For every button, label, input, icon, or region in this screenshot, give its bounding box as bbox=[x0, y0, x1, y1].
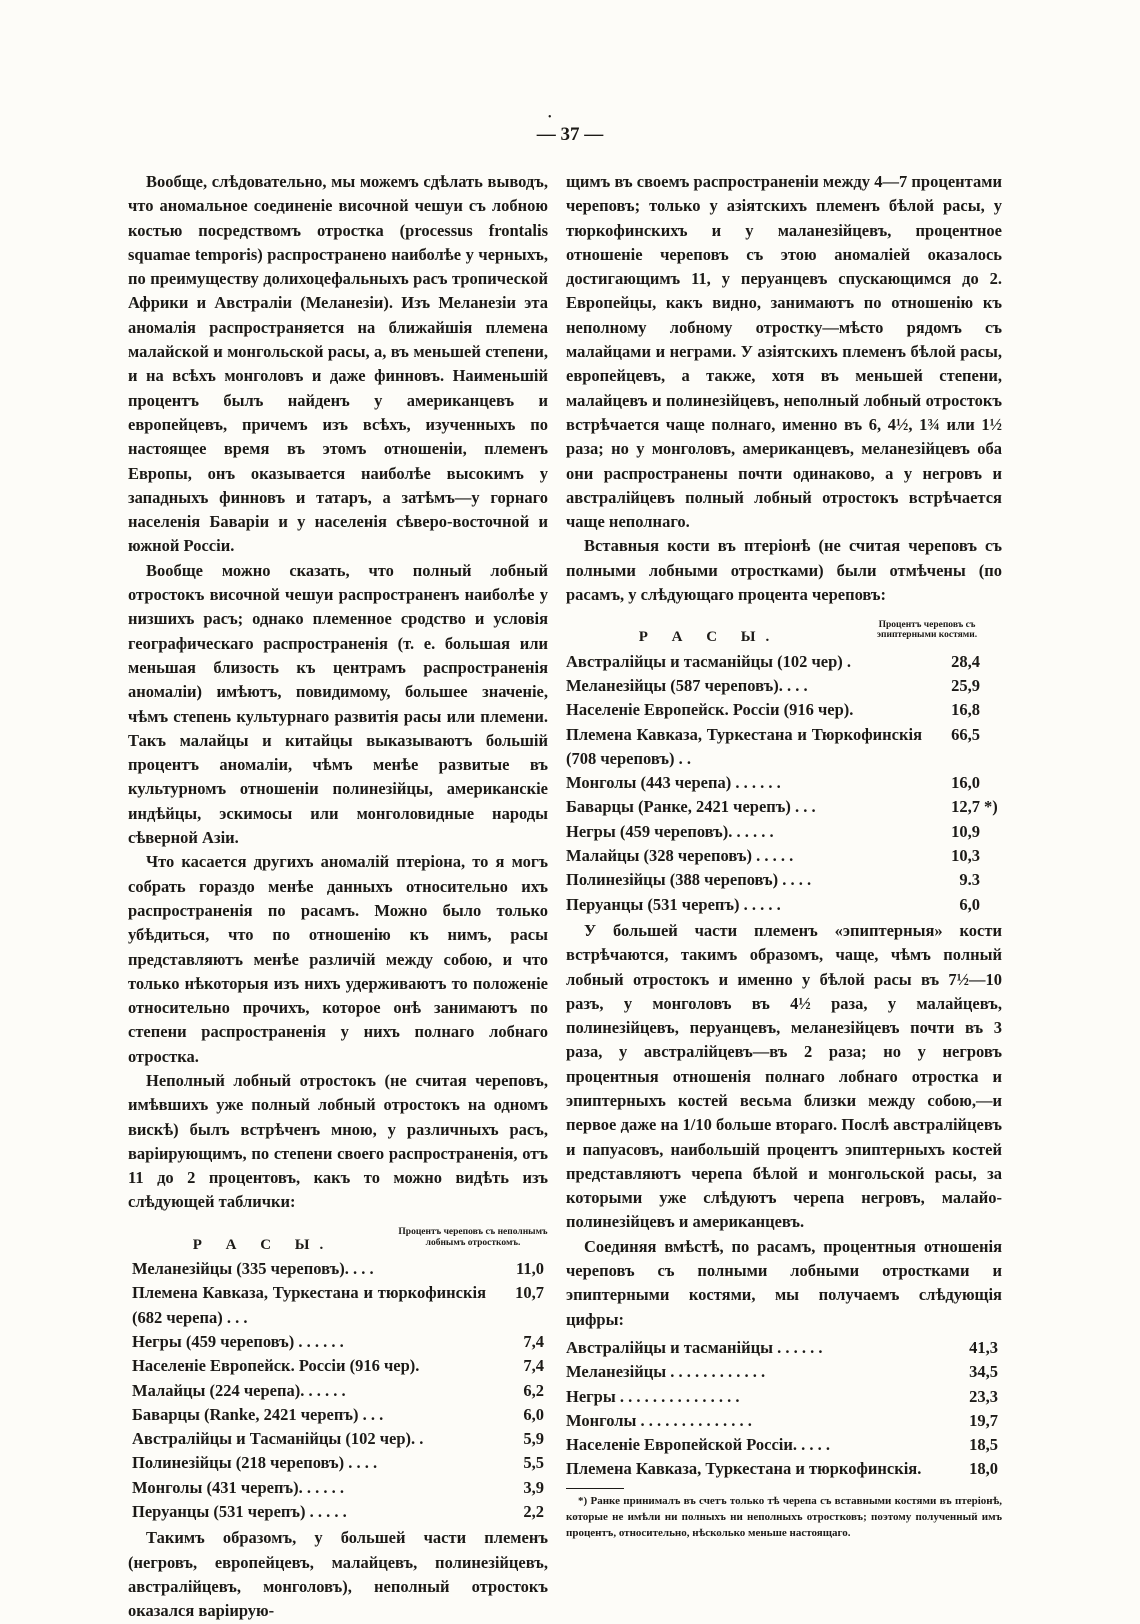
row-label: Населеніе Европейской Россіи. . . . . bbox=[566, 1435, 831, 1455]
row-value: 5,9 bbox=[523, 1429, 544, 1449]
row-label: Меланезійцы (587 череповъ). . . . bbox=[566, 675, 808, 695]
row-label: Негры . . . . . . . . . . . . . . . bbox=[566, 1386, 740, 1406]
row-label: Австралійцы и тасманійцы (102 чер) . bbox=[566, 651, 852, 671]
row-label: Меланезійцы . . . . . . . . . . . . bbox=[566, 1362, 766, 1382]
paragraph: Неполный лобный отростокъ (не считая череповъ, имѣвшихъ уже полный лобный отростокъ на одномъ вискѣ) былъ встрѣченъ мною, у различныхъ расъ, варіирующимъ, по степени своего распространенія, отъ 11 до 2 процентовъ, какъ то можно видѣть изъ слѣдующей таблички: bbox=[128, 1070, 548, 1212]
print-dot: • bbox=[548, 112, 552, 123]
row-label: Баварцы (Ranke, 2421 черепъ) . . . bbox=[132, 1404, 384, 1424]
row-value: 19,7 bbox=[969, 1410, 998, 1430]
table-row bbox=[566, 674, 1002, 698]
table-row bbox=[566, 771, 1002, 795]
paragraph: Вообще, слѣдовательно, мы можемъ сдѣлать выводъ, что аномальное соединеніе височной чешуи съ лобною костью посредствомъ отростка (processus frontalis squamae temporis) распространено наиболѣе у черныхъ, по преимуществу долихоцефальныхъ расъ тропической Африки и Австраліи (Меланезіи). Изъ Меланезіи эта аномалія распространяется на ближайшія племена малайской и монгольской расы, а, въ меньшей степени, и на всѣхъ монголовъ и даже финновъ. Наименьшій процентъ былъ найденъ у американцевъ и европейцевъ, причемъ изъ всѣхъ, изученныхъ по настоящее время въ этомъ отношеніи, племенъ Европы, онъ оказывается наиболѣе высокимъ у западныхъ финновъ и татаръ, а затѣмъ—у горнаго населенія Баваріи и у населенія сѣверо-восточной и южной Россіи. bbox=[128, 172, 548, 556]
footnote-marker: *) bbox=[984, 797, 998, 817]
row-value: 7,4 bbox=[523, 1356, 544, 1376]
table-row bbox=[128, 1379, 548, 1403]
table-row bbox=[566, 698, 1002, 722]
row-label: Племена Кавказа, Туркестана и тюркофинскія. bbox=[566, 1459, 922, 1479]
table-header-percent: Процентъ череповъ съ эпиптерными костями. bbox=[876, 619, 978, 641]
row-label: Австралійцы и тасманійцы . . . . . . bbox=[566, 1337, 823, 1357]
table-row bbox=[128, 1403, 548, 1427]
table-row bbox=[128, 1281, 548, 1330]
row-value: 6,2 bbox=[523, 1380, 544, 1400]
left-column bbox=[128, 170, 548, 1624]
row-value: 23,3 bbox=[969, 1386, 998, 1406]
summary-row bbox=[566, 1360, 1002, 1384]
paragraph: Что касается другихъ аномалій птеріона, то я могъ собрать гораздо менѣе данныхъ относительно ихъ распространенія по расамъ. Можно было только убѣдиться, что по отношенію къ нимъ, расы представляютъ менѣе различій между собою, и что только нѣкоторыя изъ нихъ удерживаютъ то положеніе относительно прочихъ, которое онѣ занимаютъ по степени распространенія у нихъ полнаго лобнаго отростка. bbox=[128, 852, 548, 1066]
row-value: 28,4 bbox=[951, 651, 980, 671]
row-value: 11,0 bbox=[516, 1259, 544, 1279]
summary-row bbox=[566, 1409, 1002, 1433]
row-value: 16,8 bbox=[951, 700, 980, 720]
table-row bbox=[566, 820, 1002, 844]
table-row bbox=[128, 1451, 548, 1475]
table-row bbox=[128, 1476, 548, 1500]
row-label: Меланезійцы (335 череповъ). . . . bbox=[132, 1259, 374, 1279]
page-number: — 37 — bbox=[536, 124, 604, 145]
row-label: Баварцы (Ранке, 2421 черепъ) . . . bbox=[566, 797, 816, 817]
row-label: Малайцы (328 череповъ) . . . . . bbox=[566, 846, 794, 866]
table-header-percent: Процентъ череповъ съ неполнымъ лобнымъ отросткомъ. bbox=[398, 1227, 548, 1248]
table-row bbox=[128, 1427, 548, 1451]
summary-table bbox=[566, 1336, 1002, 1482]
row-label: Населеніе Европейск. Россіи (916 чер). bbox=[566, 700, 854, 720]
row-value: 7,4 bbox=[523, 1331, 544, 1351]
table-row bbox=[566, 893, 1002, 917]
table-header bbox=[566, 611, 1002, 649]
row-value: 16,0 bbox=[951, 773, 980, 793]
row-label: Племена Кавказа, Туркестана и тюркофинскія (682 черепа) . . . bbox=[132, 1283, 486, 1327]
row-label: Монголы . . . . . . . . . . . . . . bbox=[566, 1410, 752, 1430]
row-value: 10,3 bbox=[951, 846, 980, 866]
row-label: Племена Кавказа, Туркестана и Тюркофинскія (708 череповъ) . . bbox=[566, 724, 922, 768]
row-label: Монголы (431 черепъ). . . . . . bbox=[132, 1477, 344, 1497]
paragraph: щимъ въ своемъ распространеніи между 4—7 процентами череповъ; только у азіятскихъ племенъ бѣлой расы, у тюркофинскихъ и у маланезійцевъ, процентное отношеніе череповъ съ этою аномаліей оказалось достигающимъ 11, у перуанцевъ спускающимся до 2. Европейцы, какъ видно, занимаютъ по отношенію къ неполному лобному отростку—мѣсто рядомъ съ малайцами и неграми. У азіятскихъ племенъ бѣлой расы, европейцевъ, а также, хотя въ меньшей степени, малайцевъ и полинезійцевъ, неполный лобный отростокъ встрѣчается чаще полнаго, именно въ 6, 4½, 1¾ или 1½ раза; но у монголовъ, американцевъ, меланезійцевъ оба они распространены почти одинаково, а у негровъ и австралійцевъ полный лобный отростокъ встрѣчается чаще неполнаго. bbox=[566, 172, 1002, 532]
summary-row bbox=[566, 1433, 1002, 1457]
summary-row bbox=[566, 1385, 1002, 1409]
row-value: 18,0 bbox=[969, 1459, 998, 1479]
row-label: Австралійцы и Тасманійцы (102 чер). . bbox=[132, 1429, 424, 1449]
row-value: 18,5 bbox=[969, 1435, 998, 1455]
row-value: 2,2 bbox=[523, 1502, 544, 1522]
row-value: 9.3 bbox=[959, 870, 980, 890]
table-row bbox=[566, 795, 1002, 819]
row-value: 10,9 bbox=[951, 821, 980, 841]
row-label: Малайцы (224 черепа). . . . . . bbox=[132, 1380, 346, 1400]
table-row bbox=[128, 1354, 548, 1378]
paragraph: Вставныя кости въ птеріонѣ (не считая череповъ съ полными лобными отростками) были отмѣчены (по расамъ, у слѣдующаго процента череповъ: bbox=[566, 536, 1002, 605]
table-row bbox=[128, 1500, 548, 1524]
paragraph: Вообще можно сказать, что полный лобный отростокъ височной чешуи распространенъ наиболѣе у низшихъ расъ; однако племенное сродство и условія географическаго распространенія (т. е. большая или меньшая близость къ центрамъ распространенія аномаліи) имѣютъ, повидимому, большее значеніе, чѣмъ степень культурнаго развитія расы или племени. Такъ малайцы и китайцы выказываютъ большій процентъ аномаліи, чѣмъ менѣе развитые въ культурномъ отношеніи полинезійцы, американскіе индѣйцы, эскимосы или монголовидные народы сѣверной Азіи. bbox=[128, 560, 548, 848]
table-header-races: Р А С Ы. bbox=[638, 629, 780, 646]
table-row bbox=[566, 844, 1002, 868]
row-label: Населеніе Европейск. Россіи (916 чер). bbox=[132, 1356, 420, 1376]
row-value: 34,5 bbox=[969, 1362, 998, 1382]
row-value: 5,5 bbox=[523, 1453, 544, 1473]
row-value: 12,7 bbox=[951, 797, 980, 817]
row-value: 66,5 bbox=[951, 724, 980, 744]
paragraph: У большей части племенъ «эпиптерныя» кости встрѣчаются, такимъ образомъ, чаще, чѣмъ полный лобный отростокъ и именно у бѣлой расы въ 7½—10 разъ, у монголовъ въ 4½ раза, у малайцевъ, полинезійцевъ, перуанцевъ, меланезійцевъ почти въ 3 раза, у австралійцевъ—въ 2 раза; но у негровъ процентныя отношенія полнаго лобнаго отростка и эпиптерныхъ костей весьма близки между собою,—и первое даже на 1/10 больше втораго. Послѣ австралійцевъ и папуасовъ, наибольшій процентъ эпиптерныхъ костей представляютъ черепа бѣлой и монгольской расы, за которыми уже слѣдуютъ черепа негровъ, малайо-полинезійцевъ и американцевъ. bbox=[566, 920, 1002, 1232]
row-label: Полинезійцы (218 череповъ) . . . . bbox=[132, 1453, 378, 1473]
row-label: Полинезійцы (388 череповъ) . . . . bbox=[566, 870, 812, 890]
table-row bbox=[566, 868, 1002, 892]
summary-row bbox=[566, 1336, 1002, 1360]
table-row bbox=[128, 1257, 548, 1281]
table-header-races: Р А С Ы. bbox=[192, 1236, 334, 1253]
row-label: Перуанцы (531 черепъ) . . . . . bbox=[132, 1502, 347, 1522]
row-label: Негры (459 череповъ) . . . . . . bbox=[132, 1331, 344, 1351]
incomplete-process-table bbox=[128, 1219, 548, 1525]
table-row bbox=[566, 723, 1002, 772]
row-label: Перуанцы (531 черепъ) . . . . . bbox=[566, 894, 781, 914]
footnote-divider bbox=[566, 1488, 624, 1489]
row-value: 10,7 bbox=[515, 1283, 544, 1303]
row-label: Негры (459 череповъ). . . . . . bbox=[566, 821, 774, 841]
right-column bbox=[566, 170, 1002, 1541]
table-row bbox=[566, 650, 1002, 674]
row-value: 6,0 bbox=[959, 894, 980, 914]
paragraph: Такимъ образомъ, у большей части племенъ (негровъ, европейцевъ, малайцевъ, полинезійцевъ, австралійцевъ, монголовъ), неполный отростокъ оказался варіирую- bbox=[128, 1528, 548, 1621]
row-value: 41,3 bbox=[969, 1337, 998, 1357]
table-header bbox=[128, 1219, 548, 1257]
table-row bbox=[128, 1330, 548, 1354]
footnote: *) Ранке принималъ въ счетъ только тѣ черепа съ вставными костями въ птеріонѣ, которые не имѣли ни полныхъ ни неполныхъ отростковъ; поэтому полученный имъ процентъ, относительно, нѣсколько меньше настоящаго. bbox=[566, 1494, 1002, 1539]
row-value: 25,9 bbox=[951, 675, 980, 695]
paragraph: Соединяя вмѣстѣ, по расамъ, процентныя отношенія череповъ съ полными лобными отростками и эпиптерными костями, мы получаемъ слѣдующія цифры: bbox=[566, 1236, 1002, 1329]
row-value: 3,9 bbox=[523, 1477, 544, 1497]
summary-row bbox=[566, 1457, 1002, 1481]
epipteric-bones-table bbox=[566, 611, 1002, 917]
row-value: 6,0 bbox=[523, 1404, 544, 1424]
row-label: Монголы (443 черепа) . . . . . . bbox=[566, 773, 781, 793]
